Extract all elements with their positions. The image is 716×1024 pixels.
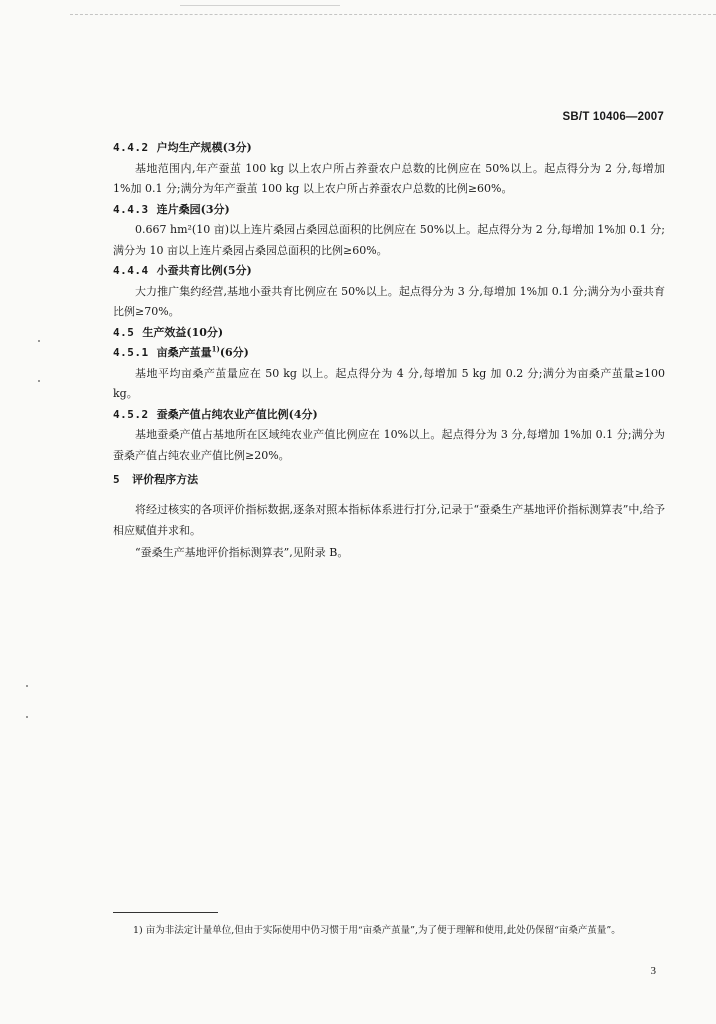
section-number: 4.4.3 (113, 202, 149, 216)
chapter-paragraph: “蚕桑生产基地评价指标测算表”,见附录 B。 (135, 545, 349, 559)
section-paragraph: 基地平均亩桑产茧量应在 50 kg 以上。起点得分为 4 分,每增加 5 kg 加 0.2 分;满分为亩桑产茧量≥100 kg。 (113, 366, 665, 400)
footnote-separator (113, 912, 218, 913)
section-paragraph: 基地蚕桑产值占基地所在区域纯农业产值比例应在 10%以上。起点得分为 3 分,每增加 1%加 0.1 分;满分为蚕桑产值占纯农业产值比例≥20%。 (113, 428, 665, 462)
section-heading (113, 200, 665, 221)
chapter-title: 评价程序方法 (132, 473, 199, 486)
scan-speck (26, 716, 28, 718)
scan-artifact-line (180, 5, 340, 6)
section-heading (113, 261, 665, 282)
footnote-text: 亩为非法定计量单位,但由于实际使用中仍习惯于用“亩桑产茧量”,为了便于理解和使用,此处仍保留“亩桑产茧量”。 (145, 925, 621, 936)
section-title: 蚕桑产值占纯农业产值比例(4分) (156, 407, 318, 421)
section-title: 亩桑产茧量 (156, 346, 212, 359)
scan-speck (38, 380, 40, 382)
scan-artifact-line (70, 14, 716, 15)
section-heading (113, 138, 665, 159)
page-number: 3 (650, 965, 656, 977)
section-heading (113, 343, 665, 364)
section-number: 4.4.4 (113, 264, 149, 277)
section-number: 4.5.2 (113, 407, 149, 421)
chapter-paragraph: 将经过核实的各项评价指标数据,逐条对照本指标体系进行打分,记录于“蚕桑生产基地评价指标测算表”中,给予相应赋值并求和。 (113, 502, 665, 537)
section-title: 户均生产规模(3分) (156, 141, 252, 154)
chapter-heading (113, 470, 665, 491)
section-paragraph: 大力推广集约经营,基地小蚕共育比例应在 50%以上。起点得分为 3 分,每增加 1%加 0.1 分;满分为小蚕共育比例≥70%。 (113, 284, 665, 318)
section-title-suffix: (6分) (219, 346, 249, 359)
footnote-marker: 1) (133, 925, 143, 936)
section-number: 4.5.1 (113, 346, 149, 359)
section-heading (113, 405, 665, 426)
section-title: 小蚕共育比例(5分) (156, 264, 252, 277)
section-paragraph: 0.667 hm²(10 亩)以上连片桑园占桑园总面积的比例应在 50%以上。起点得分为 2 分,每增加 1%加 0.1 分;满分为 10 亩以上连片桑园占桑园总面积的比例≥60%。 (113, 223, 665, 257)
section-number: 4.4.2 (113, 141, 149, 154)
chapter-number: 5 (113, 473, 121, 486)
section-title: 生产效益(10分) (142, 325, 224, 339)
scan-speck (26, 685, 28, 687)
section-paragraph: 基地范围内,年产蚕茧 100 kg 以上农户所占养蚕农户总数的比例应在 50%以上。起点得分为 2 分,每增加 1%加 0.1 分;满分为年产蚕茧 100 kg 以上农户所占养蚕农户总数的比例≥60%。 (113, 161, 665, 195)
scan-speck (38, 340, 40, 342)
section-heading (113, 323, 665, 344)
document-body (113, 138, 665, 563)
section-title: 连片桑园(3分) (156, 202, 230, 216)
section-number: 4.5 (113, 325, 135, 339)
footnote-ref: 1) (211, 344, 220, 354)
footnote (133, 921, 663, 940)
standard-number: SB/T 10406—2007 (562, 111, 664, 123)
